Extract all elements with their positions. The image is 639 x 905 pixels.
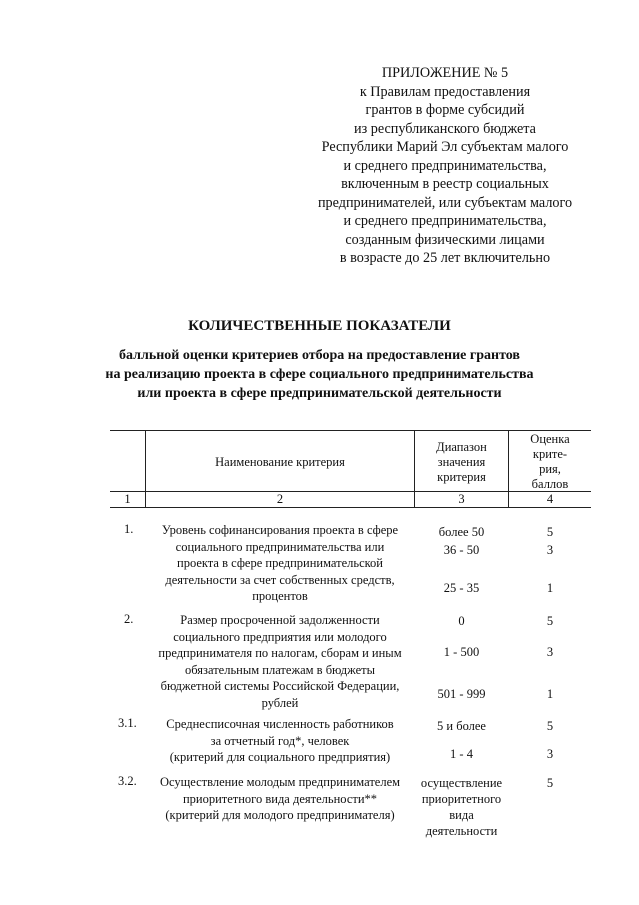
criterion-text: Уровень софинансирования проекта в сфере социального предпринимательства или проекта в сфере предпринимательской деятельности за счет собственных средств, процентов <box>161 523 399 603</box>
range-value: 1 - 500 <box>443 645 480 659</box>
range-value: 5 и более <box>437 719 486 733</box>
col-number: 3 <box>458 492 465 506</box>
criterion-text: Осуществление молодым предпринимателем приоритетного вида деятельности** (критерий для молодого предпринимателя) <box>159 775 401 822</box>
score-value: 5 <box>546 776 554 790</box>
range-value: 25 - 35 <box>443 581 480 595</box>
appendix-line: ПРИЛОЖЕНИЕ № 5 <box>381 65 509 81</box>
col-number: 2 <box>276 492 284 506</box>
appendix-line: предпринимателей, или субъектам малого <box>317 194 573 211</box>
score-value: 1 <box>546 687 554 701</box>
range-value: 36 - 50 <box>443 543 480 557</box>
table-top-rule <box>110 430 591 431</box>
row-number: 3.2. <box>118 774 137 788</box>
score-value: 3 <box>546 543 554 557</box>
row-number: 1. <box>124 522 134 536</box>
score-value: 3 <box>546 645 554 659</box>
document-title: КОЛИЧЕСТВЕННЫЕ ПОКАЗАТЕЛИ <box>188 318 451 334</box>
range-value: более 50 <box>438 525 485 539</box>
score-value: 5 <box>546 719 554 733</box>
appendix-line: к Правилам предоставления <box>359 83 531 100</box>
header-range: Диапазон значения критерия <box>436 440 487 484</box>
document-subtitle <box>0 346 639 403</box>
subtitle-line: или проекта в сфере предпринимательской деятельности <box>137 386 502 401</box>
criterion-text: Размер просроченной задолженности социального предприятия или молодого предпринимателя по налогам, сборам и иным обязательным платежам в бюджеты бюджетной системы Российской Федерации, рублей <box>158 613 402 710</box>
criterion-text: Среднесписочная численность работников за отчетный год*, человек (критерий для социального предприятия) <box>166 717 394 764</box>
row-number: 3.1. <box>118 716 137 730</box>
appendix-line: в возрасте до 25 лет включительно <box>339 250 551 266</box>
score-value: 3 <box>546 747 554 761</box>
range-value: 501 - 999 <box>437 687 486 701</box>
range-value: 1 - 4 <box>450 747 473 761</box>
appendix-line: и среднего предпринимательства, <box>343 157 547 174</box>
subtitle-line: на реализацию проекта в сфере социального предпринимательства <box>105 367 534 382</box>
appendix-line: Республики Марий Эл субъектам малого <box>321 139 569 155</box>
header-score: Оценка крите- рия, баллов <box>530 432 570 491</box>
row-number: 2. <box>124 612 134 626</box>
score-value: 5 <box>546 614 554 628</box>
appendix-line: включенным в реестр социальных <box>341 176 549 192</box>
appendix-line: и среднего предпринимательства, <box>343 213 547 229</box>
col-number: 1 <box>124 492 131 506</box>
header-criterion-name: Наименование критерия <box>215 455 345 469</box>
table-numbers-rule <box>110 507 591 508</box>
appendix-header <box>300 64 590 268</box>
range-value: 0 <box>458 614 465 628</box>
appendix-line: созданным физическими лицами <box>345 231 545 248</box>
score-value: 5 <box>546 525 554 539</box>
col-number: 4 <box>546 492 554 506</box>
subtitle-line: балльной оценки критериев отбора на предоставление грантов <box>119 348 520 363</box>
score-value: 1 <box>546 581 554 595</box>
range-value: осуществление приоритетного вида деятельности <box>420 776 503 838</box>
appendix-line: из республиканского бюджета <box>354 120 536 137</box>
appendix-line: грантов в форме субсидий <box>365 102 525 118</box>
